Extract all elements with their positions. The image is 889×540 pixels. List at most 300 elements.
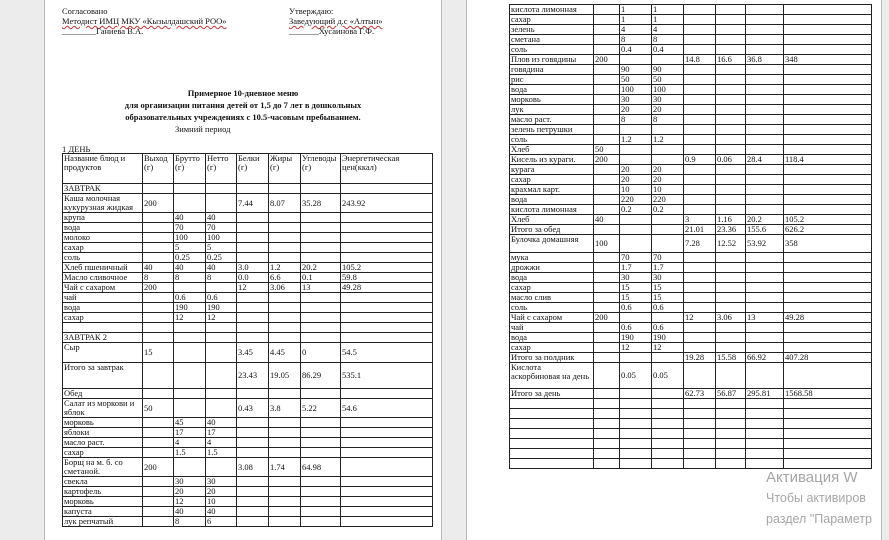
table-cell: Плов из говядины <box>510 55 594 65</box>
table-cell <box>684 363 716 389</box>
table-cell <box>784 409 872 419</box>
table-cell <box>716 263 746 273</box>
table-cell <box>652 225 684 235</box>
table-cell <box>174 343 206 363</box>
header-cell: Энергетическая цен(ккал) <box>341 154 433 184</box>
table-cell <box>594 263 620 273</box>
org-left: Методист ИМЦ МКУ «Кызылдашский РОО» <box>62 16 227 26</box>
table-cell: 0.6 <box>620 323 652 333</box>
table-cell <box>784 5 872 15</box>
table-cell <box>684 185 716 195</box>
table-cell: Хлеб пшеничный <box>63 263 143 273</box>
table-cell <box>594 165 620 175</box>
table-cell: 10 <box>620 185 652 195</box>
table-cell <box>652 429 684 439</box>
table-cell: 12 <box>174 497 206 507</box>
table-cell: 35.28 <box>301 194 341 213</box>
table-cell: 8 <box>652 35 684 45</box>
table-cell: 4 <box>620 25 652 35</box>
table-cell <box>716 105 746 115</box>
table-cell <box>784 363 872 389</box>
table-cell <box>174 389 206 399</box>
table-cell: 4 <box>206 438 237 448</box>
day-label: 1 ДЕНЬ <box>62 144 91 154</box>
table-cell <box>143 213 174 223</box>
table-cell <box>301 313 341 323</box>
table-cell <box>510 419 594 429</box>
table-cell: 1568.58 <box>784 389 872 399</box>
table-cell <box>620 225 652 235</box>
table-row <box>510 313 872 323</box>
table-cell: 20 <box>620 105 652 115</box>
menu-title-1: Примерное 10-дневное меню <box>187 88 299 98</box>
table-cell: 50 <box>143 399 174 418</box>
table-row <box>510 439 872 449</box>
table-cell <box>341 458 433 477</box>
table-cell: 0.6 <box>174 293 206 303</box>
table-cell <box>684 35 716 45</box>
table-cell <box>716 459 746 469</box>
table-cell <box>746 293 784 303</box>
table-cell: кислота лимонная <box>510 205 594 215</box>
table-cell <box>269 418 301 428</box>
header-cell: Углеводы (г) <box>301 154 341 184</box>
table-cell: 0.4 <box>620 45 652 55</box>
table-cell: 23.43 <box>237 363 269 389</box>
table-row <box>63 253 433 263</box>
table-cell <box>684 253 716 263</box>
table-cell: 1.2 <box>620 135 652 145</box>
table-cell <box>237 438 269 448</box>
table-cell <box>684 105 716 115</box>
table-cell <box>174 323 206 333</box>
table-cell <box>620 125 652 135</box>
table-cell <box>746 303 784 313</box>
table-cell <box>341 428 433 438</box>
table-cell <box>784 15 872 25</box>
table-row <box>510 225 872 235</box>
menu-table-left <box>62 153 433 527</box>
table-cell <box>341 389 433 399</box>
table-cell: 20.2 <box>746 215 784 225</box>
table-cell: Кисель из кураги. <box>510 155 594 165</box>
table-cell <box>716 293 746 303</box>
table-cell <box>341 438 433 448</box>
table-cell: 15.58 <box>716 353 746 363</box>
table-row <box>510 105 872 115</box>
table-cell <box>269 487 301 497</box>
table-cell: 50 <box>594 145 620 155</box>
table-cell: Итого за полдник <box>510 353 594 363</box>
table-cell <box>143 497 174 507</box>
org-right: Заведующий д.с «Алтын» <box>289 16 383 26</box>
table-cell <box>301 213 341 223</box>
table-cell <box>341 253 433 263</box>
table-cell: 1.74 <box>269 458 301 477</box>
table-cell <box>684 95 716 105</box>
table-cell <box>174 363 206 389</box>
table-cell <box>301 333 341 343</box>
table-cell <box>594 5 620 15</box>
table-cell <box>341 517 433 527</box>
table-cell: 13 <box>301 283 341 293</box>
table-row <box>63 313 433 323</box>
table-cell: 100 <box>206 233 237 243</box>
table-cell <box>746 429 784 439</box>
table-cell <box>206 458 237 477</box>
table-row <box>63 487 433 497</box>
table-row <box>510 253 872 263</box>
table-cell: 30 <box>620 95 652 105</box>
table-cell <box>143 418 174 428</box>
table-cell: сахар <box>63 448 143 458</box>
table-cell <box>684 459 716 469</box>
table-cell <box>143 363 174 389</box>
table-cell <box>746 409 784 419</box>
table-cell: 19.05 <box>269 363 301 389</box>
table-cell <box>684 399 716 409</box>
table-cell: 4.45 <box>269 343 301 363</box>
table-cell: 155.6 <box>746 225 784 235</box>
table-cell <box>716 409 746 419</box>
table-cell: 15 <box>620 293 652 303</box>
table-cell <box>237 487 269 497</box>
table-cell <box>784 273 872 283</box>
table-cell: 30 <box>620 273 652 283</box>
table-cell: 1.7 <box>652 263 684 273</box>
table-cell <box>784 175 872 185</box>
table-cell <box>237 517 269 527</box>
table-cell <box>174 283 206 293</box>
header-cell: Жиры (г) <box>269 154 301 184</box>
table-cell <box>620 429 652 439</box>
table-row <box>510 25 872 35</box>
table-cell: 40 <box>206 213 237 223</box>
table-cell: 8 <box>174 517 206 527</box>
table-row <box>63 418 433 428</box>
table-cell: 1 <box>620 5 652 15</box>
table-cell <box>594 135 620 145</box>
table-row <box>63 497 433 507</box>
table-cell: мука <box>510 253 594 263</box>
activation-watermark-line2: раздел "Параметр <box>766 512 872 526</box>
table-cell <box>716 45 746 55</box>
table-row <box>63 517 433 527</box>
table-cell <box>684 419 716 429</box>
table-cell <box>684 263 716 273</box>
table-cell <box>746 145 784 155</box>
table-cell: 220 <box>652 195 684 205</box>
table-cell: 40 <box>143 263 174 273</box>
menu-title-2: для организации питания детей от 1,5 до 7 лет в дошкольных <box>124 100 362 110</box>
table-cell <box>784 25 872 35</box>
table-cell <box>237 477 269 487</box>
table-cell <box>174 399 206 418</box>
table-row <box>510 429 872 439</box>
table-cell <box>594 85 620 95</box>
table-cell: 3.06 <box>716 313 746 323</box>
table-cell: вода <box>63 223 143 233</box>
table-cell <box>784 75 872 85</box>
table-cell <box>716 323 746 333</box>
table-cell <box>594 459 620 469</box>
table-cell: зелень <box>510 25 594 35</box>
table-cell <box>684 343 716 353</box>
table-cell: 50 <box>652 75 684 85</box>
table-cell: 190 <box>620 333 652 343</box>
table-cell <box>341 313 433 323</box>
table-cell <box>143 507 174 517</box>
table-cell <box>716 145 746 155</box>
table-cell: 30 <box>206 477 237 487</box>
table-cell <box>594 353 620 363</box>
table-row <box>63 507 433 517</box>
table-cell <box>143 313 174 323</box>
table-row <box>63 273 433 283</box>
table-row <box>510 215 872 225</box>
table-cell <box>206 363 237 389</box>
table-cell: масло слив <box>510 293 594 303</box>
table-row <box>510 409 872 419</box>
table-row <box>510 145 872 155</box>
table-cell <box>237 448 269 458</box>
table-cell: 13 <box>746 313 784 323</box>
table-cell <box>143 243 174 253</box>
table-cell <box>784 45 872 55</box>
table-cell <box>269 428 301 438</box>
table-cell: Чай с сахаром <box>63 283 143 293</box>
table-cell <box>510 399 594 409</box>
table-cell <box>341 223 433 233</box>
table-cell <box>746 439 784 449</box>
table-cell <box>684 25 716 35</box>
table-cell <box>784 419 872 429</box>
table-cell: Обед <box>63 389 143 399</box>
table-cell <box>341 448 433 458</box>
table-cell <box>746 399 784 409</box>
table-cell <box>716 5 746 15</box>
table-cell <box>143 389 174 399</box>
table-cell: 16.6 <box>716 55 746 65</box>
table-cell: сахар <box>510 343 594 353</box>
table-cell: 243.92 <box>341 194 433 213</box>
table-cell: масло раст. <box>510 115 594 125</box>
table-cell <box>143 517 174 527</box>
table-cell: 40 <box>594 215 620 225</box>
table-cell: 0 <box>301 343 341 363</box>
table-cell <box>269 438 301 448</box>
table-cell <box>784 145 872 155</box>
table-cell <box>784 125 872 135</box>
table-cell <box>510 429 594 439</box>
table-cell <box>716 185 746 195</box>
table-cell: Итого за завтрак <box>63 363 143 389</box>
table-cell <box>746 165 784 175</box>
table-cell: картофель <box>63 487 143 497</box>
table-cell <box>716 15 746 25</box>
table-cell: 15 <box>652 283 684 293</box>
table-cell: Хлеб <box>510 215 594 225</box>
table-cell: курага <box>510 165 594 175</box>
table-cell <box>784 105 872 115</box>
table-cell: 200 <box>143 194 174 213</box>
table-cell <box>594 195 620 205</box>
table-cell: 200 <box>594 55 620 65</box>
table-cell: 407.28 <box>784 353 872 363</box>
table-cell <box>594 65 620 75</box>
table-cell: молоко <box>63 233 143 243</box>
table-row <box>63 438 433 448</box>
table-cell <box>301 323 341 333</box>
table-cell: кислота лимонная <box>510 5 594 15</box>
table-cell: сахар <box>63 243 143 253</box>
table-cell: соль <box>510 303 594 313</box>
table-cell <box>716 303 746 313</box>
table-cell: ЗАВТРАК <box>63 184 143 194</box>
table-row <box>510 419 872 429</box>
table-cell: 8 <box>652 115 684 125</box>
table-cell <box>237 293 269 303</box>
table-cell <box>269 223 301 233</box>
table-cell <box>784 283 872 293</box>
table-cell: 64.98 <box>301 458 341 477</box>
table-cell <box>784 185 872 195</box>
table-cell <box>620 389 652 399</box>
table-cell <box>620 449 652 459</box>
table-cell <box>684 85 716 95</box>
table-cell <box>784 115 872 125</box>
table-cell: 12 <box>206 313 237 323</box>
table-cell <box>746 25 784 35</box>
signature-left: ________Ганиева В.А. <box>62 26 144 36</box>
table-cell: 49.28 <box>784 313 872 323</box>
table-cell <box>269 389 301 399</box>
table-cell <box>620 353 652 363</box>
table-cell: свекла <box>63 477 143 487</box>
table-row <box>63 233 433 243</box>
table-cell: 14.8 <box>684 55 716 65</box>
table-cell <box>784 429 872 439</box>
table-cell: сметана <box>510 35 594 45</box>
table-cell <box>301 497 341 507</box>
table-row <box>63 477 433 487</box>
table-cell <box>652 215 684 225</box>
header-cell: Выход (г) <box>143 154 174 184</box>
table-cell: 70 <box>652 253 684 263</box>
table-cell: 15 <box>620 283 652 293</box>
table-row <box>510 165 872 175</box>
signature-right: _______Хусаинова Г.Ф. <box>289 26 375 36</box>
table-cell <box>143 293 174 303</box>
table-cell: 0.1 <box>301 273 341 283</box>
table-cell <box>63 323 143 333</box>
table-cell <box>684 175 716 185</box>
table-cell <box>301 243 341 253</box>
table-row <box>63 184 433 194</box>
table-cell <box>269 497 301 507</box>
table-cell: 5.22 <box>301 399 341 418</box>
document-page-left <box>44 0 442 540</box>
table-cell <box>594 225 620 235</box>
table-cell <box>716 363 746 389</box>
table-row <box>63 333 433 343</box>
table-cell: 0.2 <box>620 205 652 215</box>
table-cell <box>620 459 652 469</box>
table-cell <box>716 439 746 449</box>
table-cell <box>746 333 784 343</box>
table-cell <box>174 194 206 213</box>
table-cell <box>341 497 433 507</box>
table-cell: 20 <box>652 175 684 185</box>
table-cell <box>746 273 784 283</box>
table-cell <box>746 75 784 85</box>
table-cell: 20 <box>620 165 652 175</box>
table-cell <box>746 253 784 263</box>
table-row <box>510 333 872 343</box>
table-row <box>510 195 872 205</box>
table-cell <box>716 273 746 283</box>
table-cell <box>746 263 784 273</box>
table-cell <box>652 353 684 363</box>
table-row <box>510 175 872 185</box>
table-cell: 200 <box>594 313 620 323</box>
table-row <box>510 363 872 389</box>
table-cell <box>620 215 652 225</box>
table-cell <box>746 205 784 215</box>
table-row <box>510 389 872 399</box>
table-cell <box>684 273 716 283</box>
table-row <box>510 55 872 65</box>
table-cell <box>784 263 872 273</box>
table-cell: соль <box>510 135 594 145</box>
table-cell <box>746 363 784 389</box>
header-cell: Нетто (г) <box>206 154 237 184</box>
table-cell <box>269 507 301 517</box>
table-cell <box>301 448 341 458</box>
table-cell <box>684 65 716 75</box>
table-cell <box>269 253 301 263</box>
header-cell: Белки (г) <box>237 154 269 184</box>
table-cell <box>716 429 746 439</box>
table-row <box>510 399 872 409</box>
table-cell <box>652 155 684 165</box>
table-cell <box>269 293 301 303</box>
table-cell <box>301 303 341 313</box>
table-cell: 15 <box>652 293 684 303</box>
table-cell: 100 <box>652 85 684 95</box>
document-page-right <box>466 0 882 540</box>
table-cell: 12 <box>237 283 269 293</box>
table-cell <box>594 303 620 313</box>
table-row <box>510 115 872 125</box>
table-cell <box>684 303 716 313</box>
table-cell <box>269 323 301 333</box>
table-cell: вода <box>510 85 594 95</box>
table-cell: 1.16 <box>716 215 746 225</box>
table-cell <box>341 184 433 194</box>
table-cell: 15 <box>143 343 174 363</box>
table-cell: 190 <box>174 303 206 313</box>
table-row <box>510 283 872 293</box>
table-cell <box>301 223 341 233</box>
table-cell <box>237 333 269 343</box>
table-cell: 105.2 <box>784 215 872 225</box>
table-cell <box>652 145 684 155</box>
table-cell <box>652 125 684 135</box>
table-cell <box>594 175 620 185</box>
table-cell <box>269 313 301 323</box>
table-cell <box>269 517 301 527</box>
